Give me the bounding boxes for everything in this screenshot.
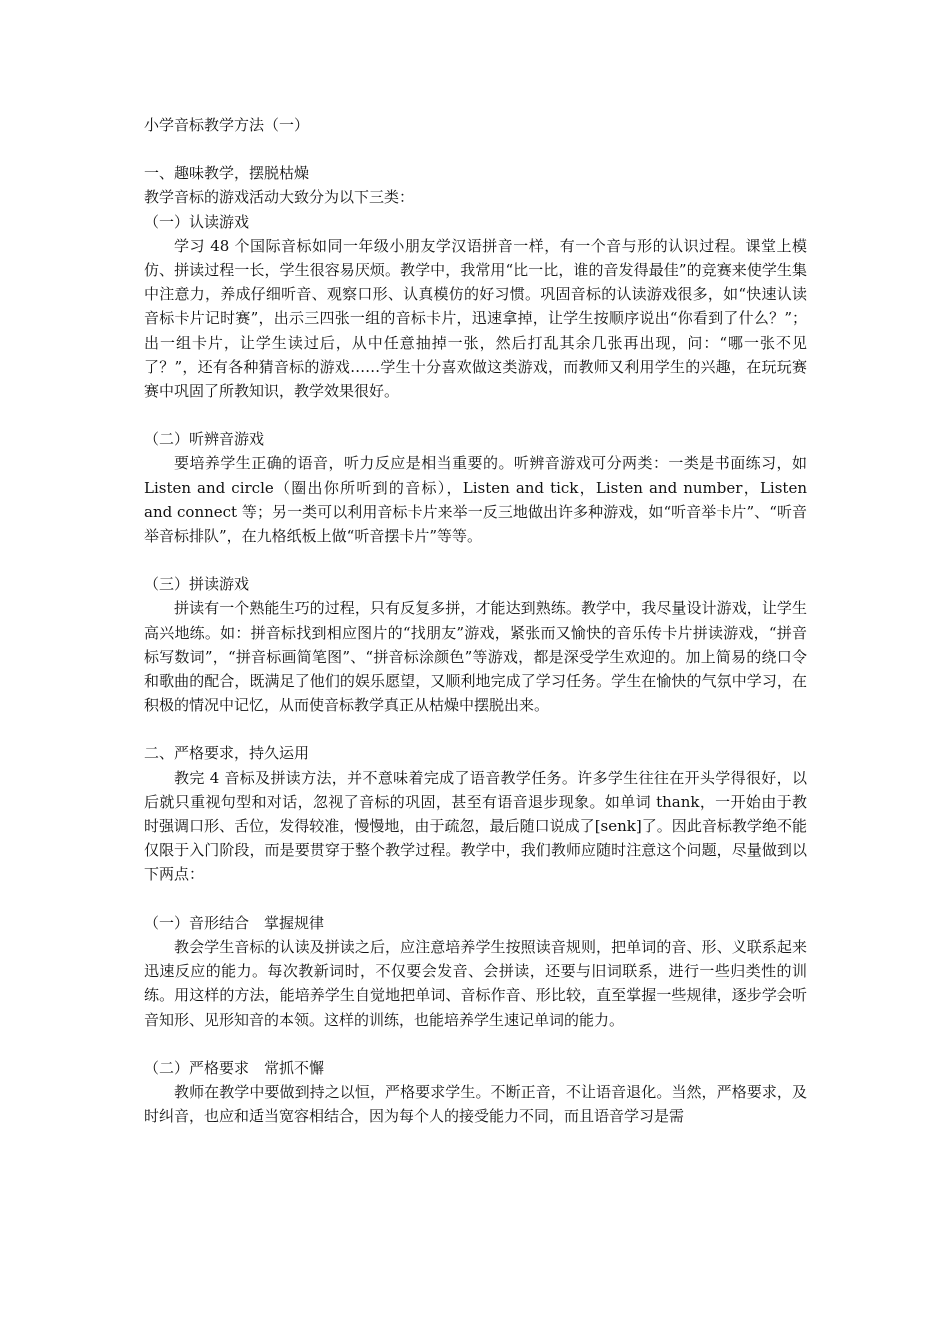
- paragraph-1-3: 拼读有一个熟能生巧的过程，只有反复多拼，才能达到熟练。教学中，我尽量设计游戏，让学生高兴地练。如：拼音标找到相应图片的“找朋友”游戏，紧张而又愉快的音乐传卡片拼读游戏，“拼音标写数词”，“拼音标画简笔图”、“拼音标涂颜色”等游戏，都是深受学生欢迎的。加上简易的绕口令和歌曲的配合，既满足了他们的娱乐愿望，又顺利地完成了学习任务。学生在愉快的气氛中学习，在积极的情况中记忆，从而使音标教学真正从枯燥中摆脱出来。: [144, 599, 807, 715]
- paragraph-1-2: 要培养学生正确的语音，听力反应是相当重要的。听辨音游戏可分两类：一类是书面练习，如 Listen and circle（圈出你所听到的音标），Listen and tick，Listen and number，Listen and connect 等；另一类可以利用音标卡片来举一反三地做出许多种游戏，如“听音举卡片”、“听音举音标排队”，在九格纸板上做“听音摆卡片”等等。: [144, 454, 807, 546]
- paragraph-2-2: 教师在教学中要做到持之以恒，严格要求学生。不断正音，不让语音退化。当然，严格要求，及时纠音，也应和适当宽容相结合，因为每个人的接受能力不同，而且语音学习是需: [144, 1082, 807, 1126]
- spacer: [144, 717, 807, 741]
- section-heading-1: 一、趣味教学，摆脱枯燥: [144, 164, 310, 183]
- spacer: [144, 403, 807, 427]
- subsection-heading-1-3: （三）拼读游戏: [144, 575, 250, 594]
- document-title: 小学音标教学方法（一）: [144, 116, 310, 134]
- spacer: [144, 1032, 807, 1056]
- subsection-heading-1-2: （二）听辨音游戏: [144, 430, 265, 449]
- spacer: [144, 548, 807, 572]
- section-intro-1: 教学音标的游戏活动大致分为以下三类：: [144, 188, 415, 207]
- subsection-heading-2-2: （二）严格要求 常抓不懈: [144, 1058, 325, 1077]
- subsection-heading-1-1: （一）认读游戏: [144, 212, 250, 231]
- spacer: [144, 137, 807, 161]
- paragraph-2: 教完 4 音标及拼读方法，并不意味着完成了语音教学任务。许多学生往往在开头学得很好，以后就只重视句型和对话，忽视了音标的巩固，甚至有语音退步现象。如单词 thank，一开始由于教时强调口形、舌位，发得较准，慢慢地，由于疏忽，最后随口说成了[senk]了。因此音标教学绝不能仅限于入门阶段，而是要贯穿于整个教学过程。教学中，我们教师应随时注意这个问题，尽量做到以下两点：: [144, 768, 807, 884]
- paragraph-1-1: 学习 48 个国际音标如同一年级小朋友学汉语拼音一样，有一个音与形的认识过程。课堂上模仿、拼读过程一长，学生很容易厌烦。教学中，我常用“比一比，谁的音发得最佳”的竞赛来使学生集中注意力，养成仔细听音、观察口形、认真模仿的好习惯。巩固音标的认读游戏很多，如“快速认读音标卡片记时赛”，出示三四张一组的音标卡片，迅速拿掉，让学生按顺序说出“你看到了什么？”；出一组卡片，让学生读过后，从中任意抽掉一张，然后打乱其余几张再出现，问：“哪一张不见了？”，还有各种猜音标的游戏……学生十分喜欢做这类游戏，而教师又利用学生的兴趣，在玩玩赛赛中巩固了所教知识，教学效果很好。: [144, 236, 807, 401]
- document-body: [144, 113, 807, 1128]
- subsection-heading-2-1: （一）音形结合 掌握规律: [144, 913, 325, 932]
- spacer: [144, 887, 807, 911]
- paragraph-2-1: 教会学生音标的认读及拼读之后，应注意培养学生按照读音规则，把单词的音、形、义联系起来迅速反应的能力。每次教新词时，不仅要会发音、会拼读，还要与旧词联系，进行一些归类性的训练。用这样的方法，能培养学生自觉地把单词、音标作音、形比较，直至掌握一些规律，逐步学会听音知形、见形知音的本领。这样的训练，也能培养学生速记单词的能力。: [144, 937, 807, 1029]
- section-heading-2: 二、严格要求，持久运用: [144, 744, 310, 763]
